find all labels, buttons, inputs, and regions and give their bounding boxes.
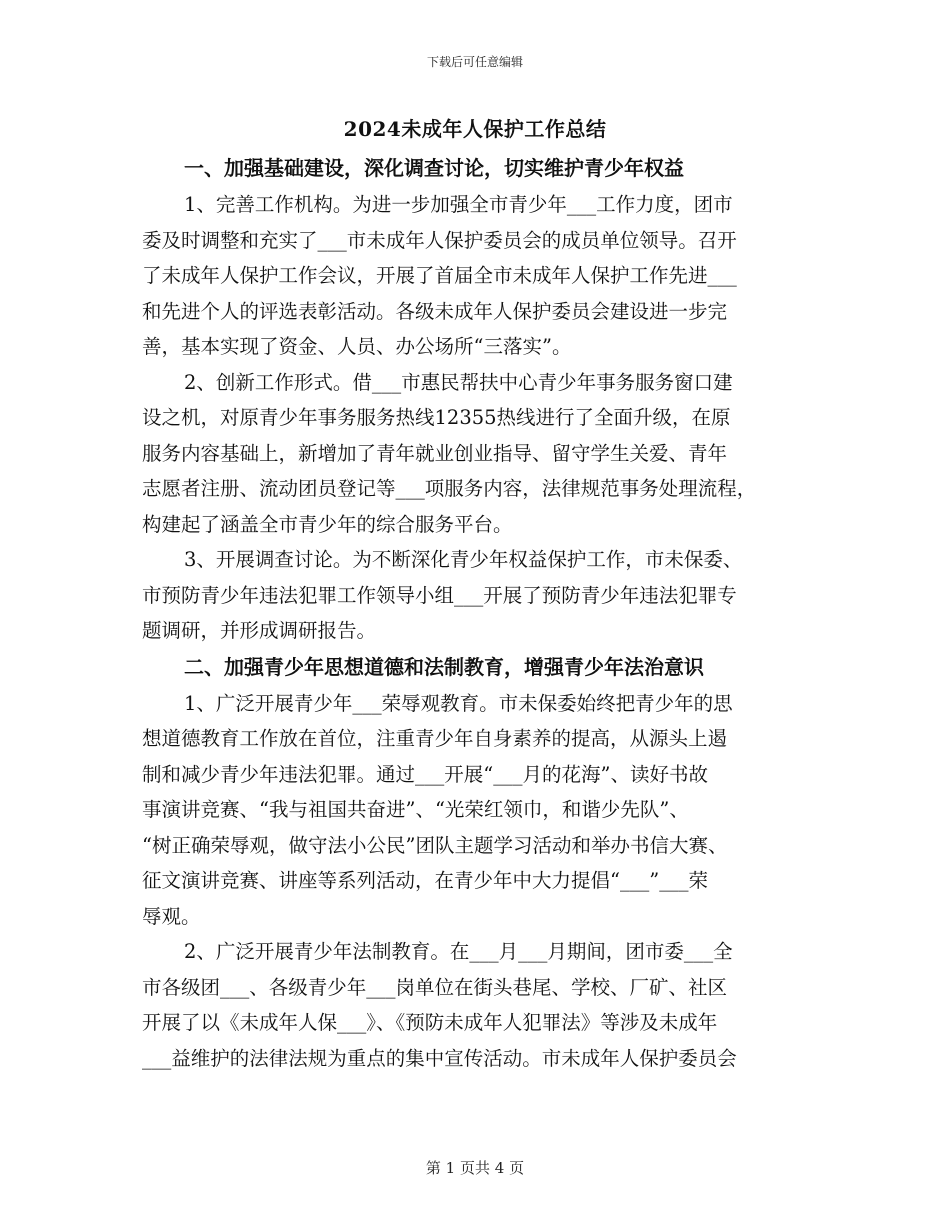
document-title: 2024未成年人保护工作总结 — [343, 117, 607, 141]
page-footer: 第 1 页共 4 页 — [425, 1159, 525, 1177]
paragraph-1-1 — [142, 187, 808, 365]
text-line: 事演讲竞赛、“我与祖国共奋进”、“光荣红领巾，和谐少先队”、 — [142, 798, 689, 821]
text-line: 1、广泛开展青少年___荣辱观教育。市未保委始终把青少年的思 — [184, 691, 733, 715]
text-line: 服务内容基础上，新增加了青年就业创业指导、留守学生关爱、青年 — [142, 441, 728, 465]
text-line: “树正确荣辱观，做守法小公民”团队主题学习活动和举办书信大赛、 — [142, 833, 728, 857]
text-line: 1、完善工作机构。为进一步加强全市青少年___工作力度，团市 — [184, 193, 733, 216]
document-body — [142, 150, 808, 1076]
text-line: 市预防青少年违法犯罪工作领导小组___开展了预防青少年违法犯罪专 — [142, 583, 737, 607]
text-line: 构建起了涵盖全市青少年的综合服务平台。 — [142, 512, 513, 536]
page-header: 下载后可任意编辑 — [426, 55, 523, 69]
text-line: 了未成年人保护工作会议，开展了首届全市未成年人保护工作先进___ — [142, 264, 737, 287]
text-line: 善，基本实现了资金、人员、办公场所“三落实”。 — [142, 335, 572, 358]
text-line: 制和减少青少年违法犯罪。通过___开展“___月的花海”、读好书故 — [142, 762, 708, 786]
section-heading-2: 二、加强青少年思想道德和法制教育，增强青少年法治意识 — [184, 654, 704, 679]
text-line: 和先进个人的评选表彰活动。各级未成年人保护委员会建设进一步完 — [142, 299, 728, 323]
text-line: 开展了以《未成年人保___》、《预防未成年人犯罪法》等涉及未成年 — [142, 1011, 718, 1034]
paragraph-2-2 — [142, 934, 808, 1076]
text-line: 想道德教育工作放在首位，注重青少年自身素养的提高，从源头上遏 — [142, 727, 728, 750]
text-line: 题调研，并形成调研报告。 — [142, 619, 377, 642]
paragraph-1-2 — [142, 365, 808, 543]
paragraph-2-1 — [142, 686, 808, 935]
text-line: 2、广泛开展青少年法制教育。在___月___月期间，团市委___全 — [184, 940, 733, 963]
text-line: 志愿者注册、流动团员登记等___项服务内容，法律规范事务处理流程， — [142, 477, 757, 500]
text-line: 市各级团___、各级青少年___岗单位在街头巷尾、学校、厂矿、社区 — [142, 975, 728, 999]
text-line: 辱观。 — [142, 904, 201, 928]
text-line: 设之机，对原青少年事务服务热线12355热线进行了全面升级，在原 — [142, 406, 731, 429]
text-line: 3、开展调查讨论。为不断深化青少年权益保护工作，市未保委、 — [184, 548, 743, 571]
text-line: 2、创新工作形式。借___市惠民帮扶中心青少年事务服务窗口建 — [184, 370, 733, 394]
text-line: 委及时调整和充实了___市未成年人保护委员会的成员单位领导。召开 — [142, 228, 737, 252]
section-heading-1: 一、加强基础建设，深化调查讨论，切实维护青少年权益 — [184, 156, 684, 180]
text-line: 征文演讲竞赛、讲座等系列活动，在青少年中大力提倡“___”___荣 — [142, 869, 708, 892]
paragraph-1-3 — [142, 542, 808, 649]
text-line: ___益维护的法律法规为重点的集中宣传活动。市未成年人保护委员会 — [142, 1046, 737, 1070]
